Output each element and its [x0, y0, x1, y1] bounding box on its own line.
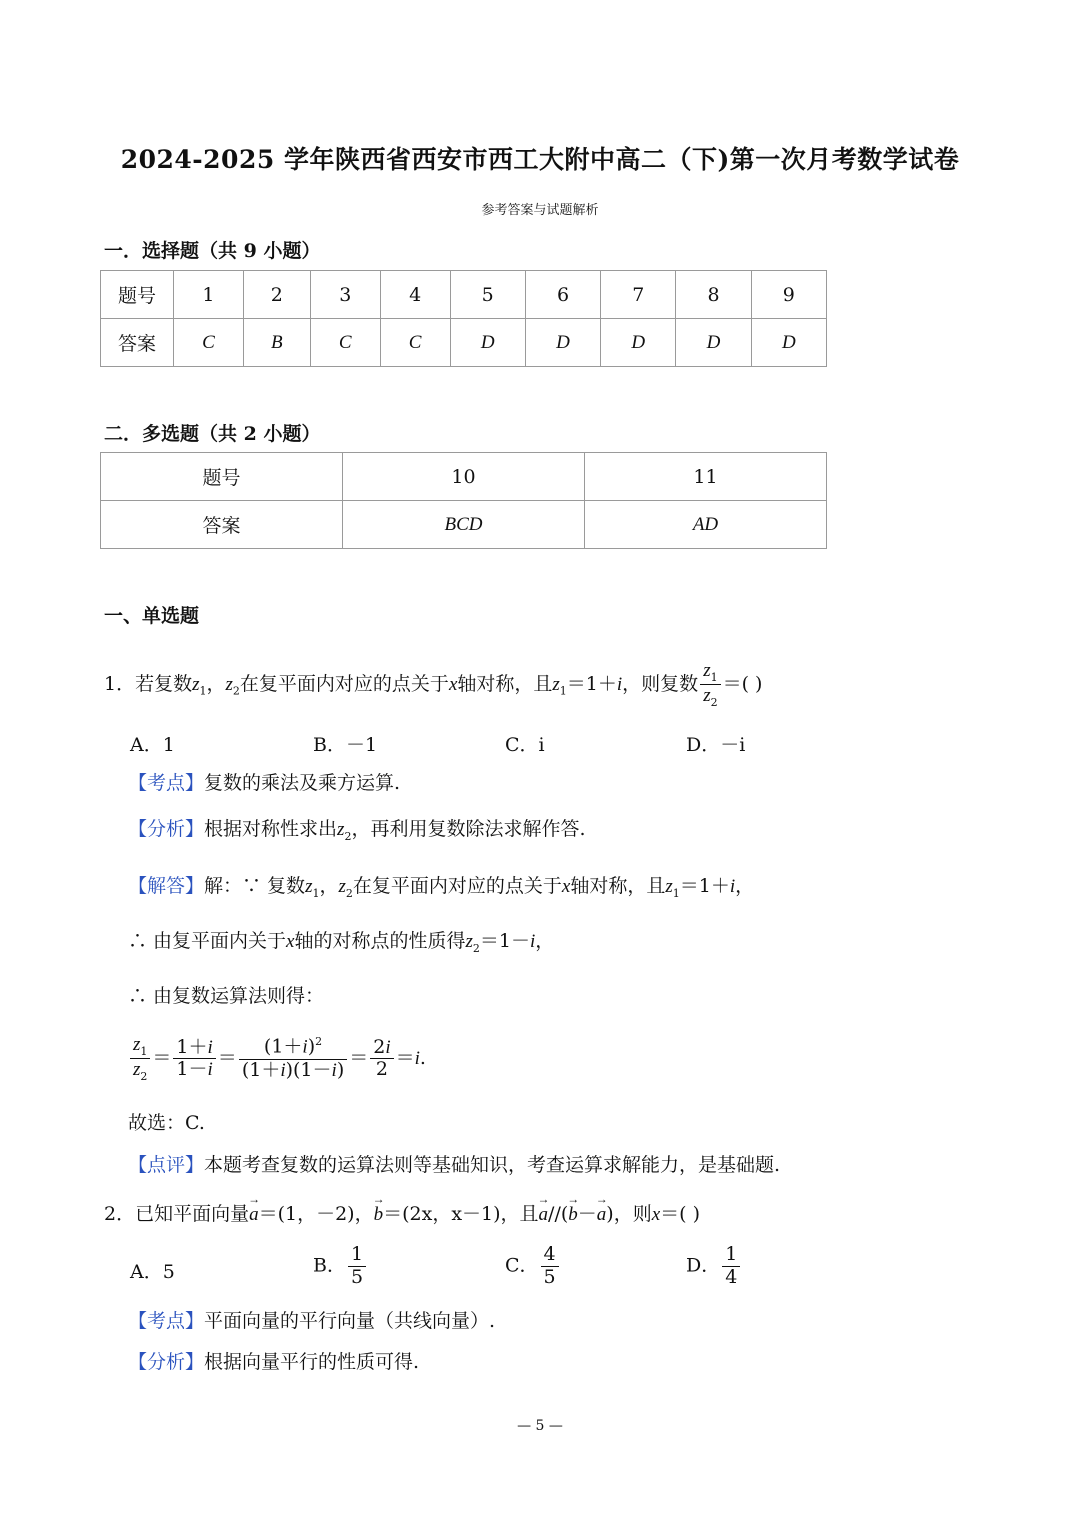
question-1-conclusion: 故选：C.: [128, 1112, 205, 1134]
table-cell: 1: [174, 271, 244, 319]
question-2-option-c: C． $\frac{4}{5}$: [505, 1244, 561, 1289]
dianping-tag: 【点评】: [128, 1154, 205, 1176]
table-cell: D: [676, 319, 751, 367]
table-cell: C: [380, 319, 450, 367]
jieda-tag: 【解答】: [128, 875, 205, 897]
page-subtitle: 参考答案与试题解析: [481, 203, 599, 218]
question-1-fenxi: 【分析】根据对称性求出$z_2$，再利用复数除法求解作答.: [128, 818, 586, 843]
table-cell: D: [601, 319, 676, 367]
question-2-kaodian: 【考点】平面向量的平行向量（共线向量）.: [128, 1310, 496, 1332]
question-2-option-a: A．5: [130, 1261, 175, 1283]
row-label: 答案: [101, 501, 343, 549]
question-1-option-d: D．－i: [686, 734, 746, 756]
table-cell: 3: [310, 271, 380, 319]
page-number: — 5 —: [517, 1418, 563, 1434]
question-2-option-b: B． $\frac{1}{5}$: [313, 1244, 368, 1289]
question-1-option-a: A．1: [130, 734, 175, 756]
section-heading-single: 一、单选题: [104, 605, 200, 627]
page-title: 2024-2025 学年陕西省西安市西工大附中高二（下)第一次月考数学试卷: [120, 145, 960, 174]
question-1-dianping: 【点评】本题考查复数的运算法则等基础知识，考查运算求解能力，是基础题.: [128, 1154, 781, 1176]
question-2-stem: 2．已知平面向量→ a＝(1，－2)，→ b＝(2x，x－1)，且→ a//(→ b－→ a)，则x＝( ): [104, 1203, 700, 1227]
table-row: [101, 319, 827, 367]
table-cell: 2: [243, 271, 310, 319]
table-cell: C: [310, 319, 380, 367]
question-1-formula: $\frac{z_1}{z_2}$ ＝ $\frac{1+i}{1-i}$ ＝ $\frac{(1+i)^2}{(1+i)(1-i)}$ ＝ $\frac{2i}{2}$ ＝i.: [128, 1034, 426, 1084]
section-heading-choice: 一．选择题（共 9 小题）: [104, 240, 321, 262]
table-cell: C: [174, 319, 244, 367]
question-1-step-2: ∴ 由复数运算法则得：: [128, 985, 325, 1007]
fenxi-tag: 【分析】: [128, 1351, 205, 1373]
table-cell: BCD: [343, 501, 585, 549]
table-cell: 5: [450, 271, 525, 319]
table-cell: D: [751, 319, 826, 367]
question-1-step-1: ∴ 由复平面内关于x轴的对称点的性质得$z_2=1-i$，: [128, 930, 555, 955]
table-cell: 4: [380, 271, 450, 319]
kaodian-tag: 【考点】: [128, 1310, 205, 1332]
table-cell: 8: [676, 271, 751, 319]
table-row: [101, 453, 827, 501]
table-cell: AD: [585, 501, 827, 549]
table-cell: D: [450, 319, 525, 367]
table-cell: B: [243, 319, 310, 367]
table-row: [101, 501, 827, 549]
row-label: 答案: [101, 319, 174, 367]
multi-answer-table: [100, 452, 827, 549]
table-row: [101, 271, 827, 319]
table-cell: 6: [525, 271, 600, 319]
question-1-option-c: C．i: [505, 734, 545, 756]
question-2-option-d: D． $\frac{1}{4}$: [686, 1244, 742, 1289]
table-cell: 10: [343, 453, 585, 501]
table-cell: D: [525, 319, 600, 367]
row-label: 题号: [101, 271, 174, 319]
choice-answer-table: [100, 270, 827, 367]
question-1-option-b: B．－1: [313, 734, 378, 756]
fenxi-tag: 【分析】: [128, 818, 205, 840]
table-cell: 11: [585, 453, 827, 501]
table-cell: 7: [601, 271, 676, 319]
question-1-jieda: 【解答】解：∵ 复数$z_1$，$z_2$在复平面内对应的点关于x轴对称，且$z_1=1+i$，: [128, 875, 755, 900]
question-1-kaodian: 【考点】复数的乘法及乘方运算.: [128, 772, 401, 794]
question-2-fenxi: 【分析】根据向量平行的性质可得.: [128, 1351, 420, 1373]
table-cell: 9: [751, 271, 826, 319]
row-label: 题号: [101, 453, 343, 501]
question-1-stem: 1．若复数$z_1$，$z_2$在复平面内对应的点关于x轴对称，且$z_1=1+i$，则复数 $\frac{z_1}{z_2}$ ＝( ): [104, 660, 763, 710]
section-heading-multi: 二．多选题（共 2 小题）: [104, 423, 321, 445]
kaodian-tag: 【考点】: [128, 772, 205, 794]
